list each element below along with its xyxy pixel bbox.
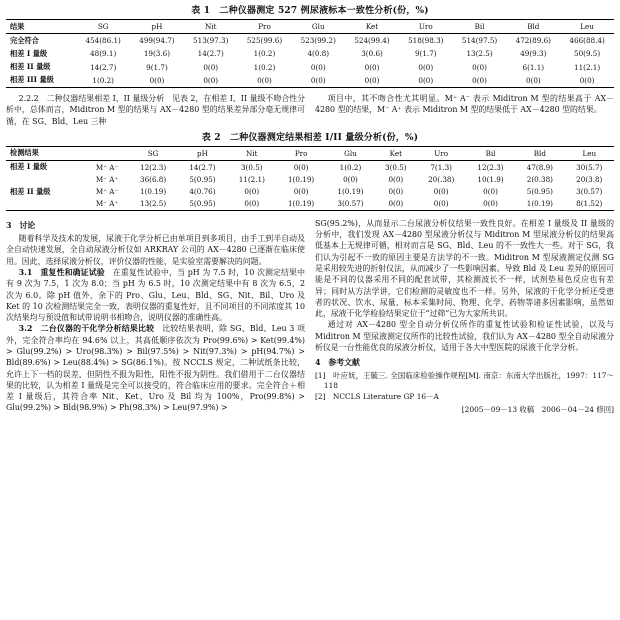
table2-caption: 表 2 二种仪器测定结果相差 I/II 量级分析(份，%) [201, 132, 419, 143]
table1-cell: 完全符合 [10, 35, 39, 45]
table1-cell: 523(99.2) [300, 36, 336, 46]
table1-cell: 0(0) [525, 75, 541, 85]
table2-cell: 0(0) [433, 199, 449, 209]
table2-cell: 12(2.3) [140, 162, 167, 172]
table1-cell: 0(0) [310, 75, 326, 85]
table2-cell: 3(0.57) [337, 199, 364, 209]
paper-page [6, 0, 614, 415]
table2-cell: 3(0.5) [385, 162, 407, 172]
table1-cell: 1(0.2) [92, 75, 114, 85]
table2-cell: 0(0) [343, 174, 358, 184]
table1-cell: 1(0.2) [253, 62, 276, 72]
table2-cell: 0(0) [244, 199, 260, 209]
table2-header-cell: Bil [485, 148, 496, 158]
table1-header-cell: SG [97, 22, 109, 32]
table2-cell: 8(1.52) [576, 199, 603, 209]
references-heading: 4 参考文献 [315, 358, 360, 368]
table2-cell: 0(0) [483, 199, 498, 209]
table1-header-cell: 结果 [10, 21, 25, 31]
table2-cell: 1(0.2) [339, 162, 362, 172]
table1-cell: 0(0) [579, 75, 595, 85]
table1-header-cell: Leu [580, 22, 594, 32]
table2-header-cell: pH [197, 148, 208, 158]
table1-cell: 0(0) [472, 62, 487, 72]
table2-group-label: 相差 II 量级 [10, 186, 51, 196]
section-32-para: 比较结果表明，除 SG、Bld、Leu 3 项外，完全符合率均在 94.6% 以上，其高低顺序依次为 Pro(99.6%) > Ket(99.4%) > Glu(99.2%) > Uro(98.3%) > Bil(97.5%) > Nit(97.3%) > pH(94.7%) > Bld(89.6%) > Leu(88.4%) > SG(86.1%)。按 NCCLS 规定，二种试纸条比较，允许上下一档的误差，但阴性不报为阳性，阳性不报为阴性。我们借用于二台仪器结果的比较，认为相差 I 量级是完全可以接受的，符合临床应用的要求。完全符合＋相差 I 量级后，其符合率 Nit、Ket、Uro 及 Bil 均为 100%，Pro(99.8%) > Glu(99.2%) > Bld(98.9%) > Ph(98.3%) > Leu(97.9%) > [6, 324, 305, 413]
table1 [6, 19, 614, 88]
table2-cell: M⁻ A⁺ [95, 174, 119, 184]
table1-cell: 14(2.7) [90, 62, 117, 72]
table2-row [6, 198, 614, 210]
table1-cell: 0(0) [418, 62, 434, 72]
table1-cell: 4(0.8) [307, 49, 330, 59]
right-para-1: SG(95.2%)，从而显示二台尿液分析仪结果一致性良好。在相差 I 量级及 II 量级的分析中，我们发现 AX－4280 型尿液分析仪与 Miditron M 型尿液分析仪的结果高低基本上无规律可循，相对而言是 SG、Bld、Leu 的不一致性大一些。对于 SG，我们认为引起不一致的原因主要是方法学的不一致。Miditron M 型尿液测定仪测 SG 是采用较先进的折射仪法，从而减少了一些影响因素。导致 Bld 及 Leu 差异的原因可能是不同的仪器采用不同的配套试带，其检测波长不一样，试剂垫易色反应也有差异；同时从方法学讲，它们检测的灵敏度也不一样。另外，尿液的干化学分析还受患者的状况、饮水、尿量、标本采集时间、物理、化学、药物等诸多因素影响，虽然如此，尿液干化学检验结果定位于“过筛”已为大家所共识。 [315, 218, 614, 319]
table2-cell: 1(0.19) [288, 174, 315, 184]
table1-cell: 50(9.5) [574, 49, 601, 59]
table1-cell: 9(1.7) [146, 62, 168, 72]
left-column [6, 218, 305, 416]
table1-cell: 0(0) [310, 62, 326, 72]
table1-cell: 6(1.1) [522, 62, 545, 72]
table1-cell: 466(88.4) [569, 36, 605, 46]
table1-row [6, 61, 614, 74]
table1-cell: 513(97.3) [193, 36, 229, 46]
reference-2: [2] NCCLS Literature GP 16－A [315, 391, 439, 401]
table2-cell: 3(0.5) [240, 162, 263, 172]
table1-header-row [6, 20, 614, 34]
table2-header-cell: SG [147, 148, 159, 158]
table1-header-cell: Glu [311, 22, 325, 32]
table2-cell: 5(0.95) [189, 174, 216, 184]
table2-cell: 0(0) [293, 162, 309, 172]
table1-cell: 0(0) [203, 75, 219, 85]
table2-row [6, 173, 614, 185]
body-columns [6, 218, 614, 416]
table1-cell: 472(89.6) [515, 36, 551, 46]
table1-cell: 3(0.6) [361, 49, 383, 59]
table1-header-cell: pH [151, 22, 163, 32]
table2-cell: 20(.38) [428, 174, 455, 184]
table2-cell: 1(0.19) [526, 199, 553, 209]
table2-header-cell [86, 146, 129, 160]
table2 [6, 146, 614, 211]
table2-header-cell: 检测结果 [10, 148, 39, 158]
right-column [315, 218, 614, 416]
table1-cell: 0(0) [149, 75, 165, 85]
table2-cell: M⁺ A⁻ [95, 162, 119, 172]
table1-cell: 0(0) [418, 75, 434, 85]
table2-cell: 13(2.5) [140, 199, 167, 209]
table2-group-label [6, 173, 86, 185]
table2-cell: 5(0.95) [526, 187, 553, 197]
table2-header-cell: Glu [344, 148, 357, 158]
table1-header-cell: Pro [258, 22, 271, 32]
para-222 [6, 93, 614, 127]
right-para-2: 通过对 AX－4280 型全自动分析仪所作的重复性试验和检证性试验，以及与 Miditron M 型尿液测定仪所作的比较性试验，我们认为 AX－4280 型全自动尿液分析仪是一台性能优良的尿液分析仪，适用于各大中型医院的尿液干化学分析。 [315, 320, 614, 352]
table2-cell: 0(0) [388, 199, 404, 209]
table2-cell: 1(0.19) [288, 199, 315, 209]
table2-row [6, 160, 614, 173]
section-3-heading: 3 讨论 [6, 220, 36, 230]
table2-cell: 47(8.9) [526, 162, 553, 172]
table2-cell: 5(0.95) [189, 199, 216, 209]
table1-cell: 48(9.1) [90, 49, 117, 59]
table1-cell: 49(9.3) [520, 49, 547, 59]
table2-header-cell: Ket [389, 148, 402, 158]
table2-header-cell: Bld [533, 148, 546, 158]
table1-header-cell: Uro [418, 22, 433, 32]
para-222-left: 2.2.2 二种仪器结果相差 I、II 量级分析 见表 2，在相差 I、II 量级不吻合性分析中，总体而言，Miditron M 型的结果与 AX－4280 型的结果差异部分毫无规律可循，在 SG、Bld、Leu 三种 [6, 93, 305, 126]
table1-cell: 1(0.2) [253, 49, 276, 59]
table2-header-row [6, 146, 614, 160]
table2-cell: 1(0.19) [140, 187, 167, 197]
table2-cell: 0(0) [388, 174, 404, 184]
table1-caption: 表 1 二种仪器测定 527 例尿液标本一致性分析(份，%) [191, 6, 429, 16]
reference-1: [1] 叶应妩，王毓三. 全国临床检验操作规程[M]. 南京：东南大学出版社，1997：117～118 [315, 370, 614, 391]
section-31-para: 在重复性试验中，当 pH 为 7.5 时，10 次测定结果中有 9 次为 7.5，1 次为 8.0；当 pH 为 6.5 时，10 次测定结果中有 8 次为 6.5，2 次为 6.0。除 pH 值外，余下的 Pro、Glu、Leu、Bld、SG、Nit、Bil、Uro 及 Ket 的 10 次检测结果完全一致，表明仪器的重复性好，且不同项目的不同浓度其 10 次结果均与预设值和试带说明书相吻合，说明仪器的准确性高。 [6, 267, 305, 323]
table2-cell: 10(1.9) [477, 174, 504, 184]
table2-cell: 4(0.76) [189, 187, 216, 197]
table1-cell: 19(3.6) [143, 49, 171, 59]
section-32-heading: 3.2 二台仪器的干化学分析结果比较 [18, 324, 155, 334]
table1-cell: 514(97.5) [461, 36, 498, 46]
table1-row [6, 34, 614, 48]
table2-cell: 0(0) [483, 187, 498, 197]
table2-cell: 0(0) [244, 187, 260, 197]
table1-cell: 525(99.6) [246, 36, 283, 46]
section-31-heading: 3.1 重复性和确证试验 [18, 267, 105, 277]
table1-cell: 11(2.1) [574, 62, 601, 72]
received-dates: [2005－09－13 收稿 2006－04－24 修回] [461, 405, 614, 415]
table1-cell: 524(99.4) [354, 36, 390, 46]
table2-cell: 0(0) [433, 187, 449, 197]
table2-cell: 12(2.3) [477, 162, 504, 172]
table1-cell: 0(0) [364, 62, 380, 72]
table2-cell: 2(0.38) [526, 174, 553, 184]
table1-header-cell: Bld [527, 22, 540, 32]
table1-cell: 相差 II 量级 [10, 62, 51, 72]
table2-cell: 7(1.3) [430, 162, 452, 172]
table1-cell: 0(0) [257, 75, 272, 85]
table2-header-cell: Nit [246, 148, 258, 158]
table2-cell: 0(0) [293, 187, 309, 197]
table1-cell: 499(94.7) [139, 36, 175, 46]
table1-header-cell: Bil [474, 22, 485, 32]
table2-cell: 3(0.57) [576, 187, 603, 197]
table2-header-cell: Uro [434, 148, 449, 158]
table1-cell: 13(2.5) [466, 49, 493, 59]
table1-cell: 相差 I 量级 [10, 48, 48, 58]
table1-cell: 518(98.3) [408, 36, 444, 46]
table2-cell: M⁻ A⁺ [95, 199, 119, 209]
para-222-right: 项目中，其不吻合性尤其明显。M⁺ A⁻ 表示 Miditron M 型的结果高于 AX－4280 型的结果，M⁻ A⁺ 表示 Miditron M 型的结果低于 AX－4280 型的结果。 [315, 93, 614, 115]
table1-cell: 0(0) [472, 75, 487, 85]
table1-header-cell: Ket [365, 22, 379, 32]
table2-cell: 1(0.19) [337, 187, 364, 197]
table2-cell: 14(2.7) [189, 162, 216, 172]
table2-row [6, 185, 614, 198]
table2-cell: 11(2.1) [238, 174, 265, 184]
table1-cell: 0(0) [203, 62, 219, 72]
table2-cell: 0(0) [388, 187, 404, 197]
table1-header-cell: Nit [204, 22, 217, 32]
table2-header-cell: Pro [294, 148, 308, 158]
table2-cell: 20(3.8) [576, 174, 603, 184]
table1-cell: 454(86.1) [85, 36, 121, 46]
table1-cell: 相差 III 量级 [10, 75, 54, 85]
table2-cell: M⁺ A⁻ [95, 187, 119, 197]
table1-cell: 14(2.7) [197, 49, 224, 59]
table1-cell: 9(1.7) [414, 49, 437, 59]
table1-row [6, 47, 614, 60]
table1-row [6, 74, 614, 88]
table2-group-label [6, 198, 86, 210]
table2-header-cell: Leu [582, 148, 597, 158]
table2-cell: 30(5.7) [576, 162, 603, 172]
section-3-para: 随着科学及技术的发展，尿液干化学分析已由单项目到多项目，由手工到半自动及全自动快速发展，全自动尿液分析仪如 ARKRAY 公司的 AX－4280 已逐渐在临床使用。因此，选择尿液分析仪，评价仪器的性能，是实验室需要解决的问题。 [6, 234, 305, 266]
table2-cell: 36(6.8) [140, 174, 167, 184]
table2-group-label: 相差 I 量级 [10, 162, 48, 171]
table1-cell: 0(0) [364, 75, 380, 85]
